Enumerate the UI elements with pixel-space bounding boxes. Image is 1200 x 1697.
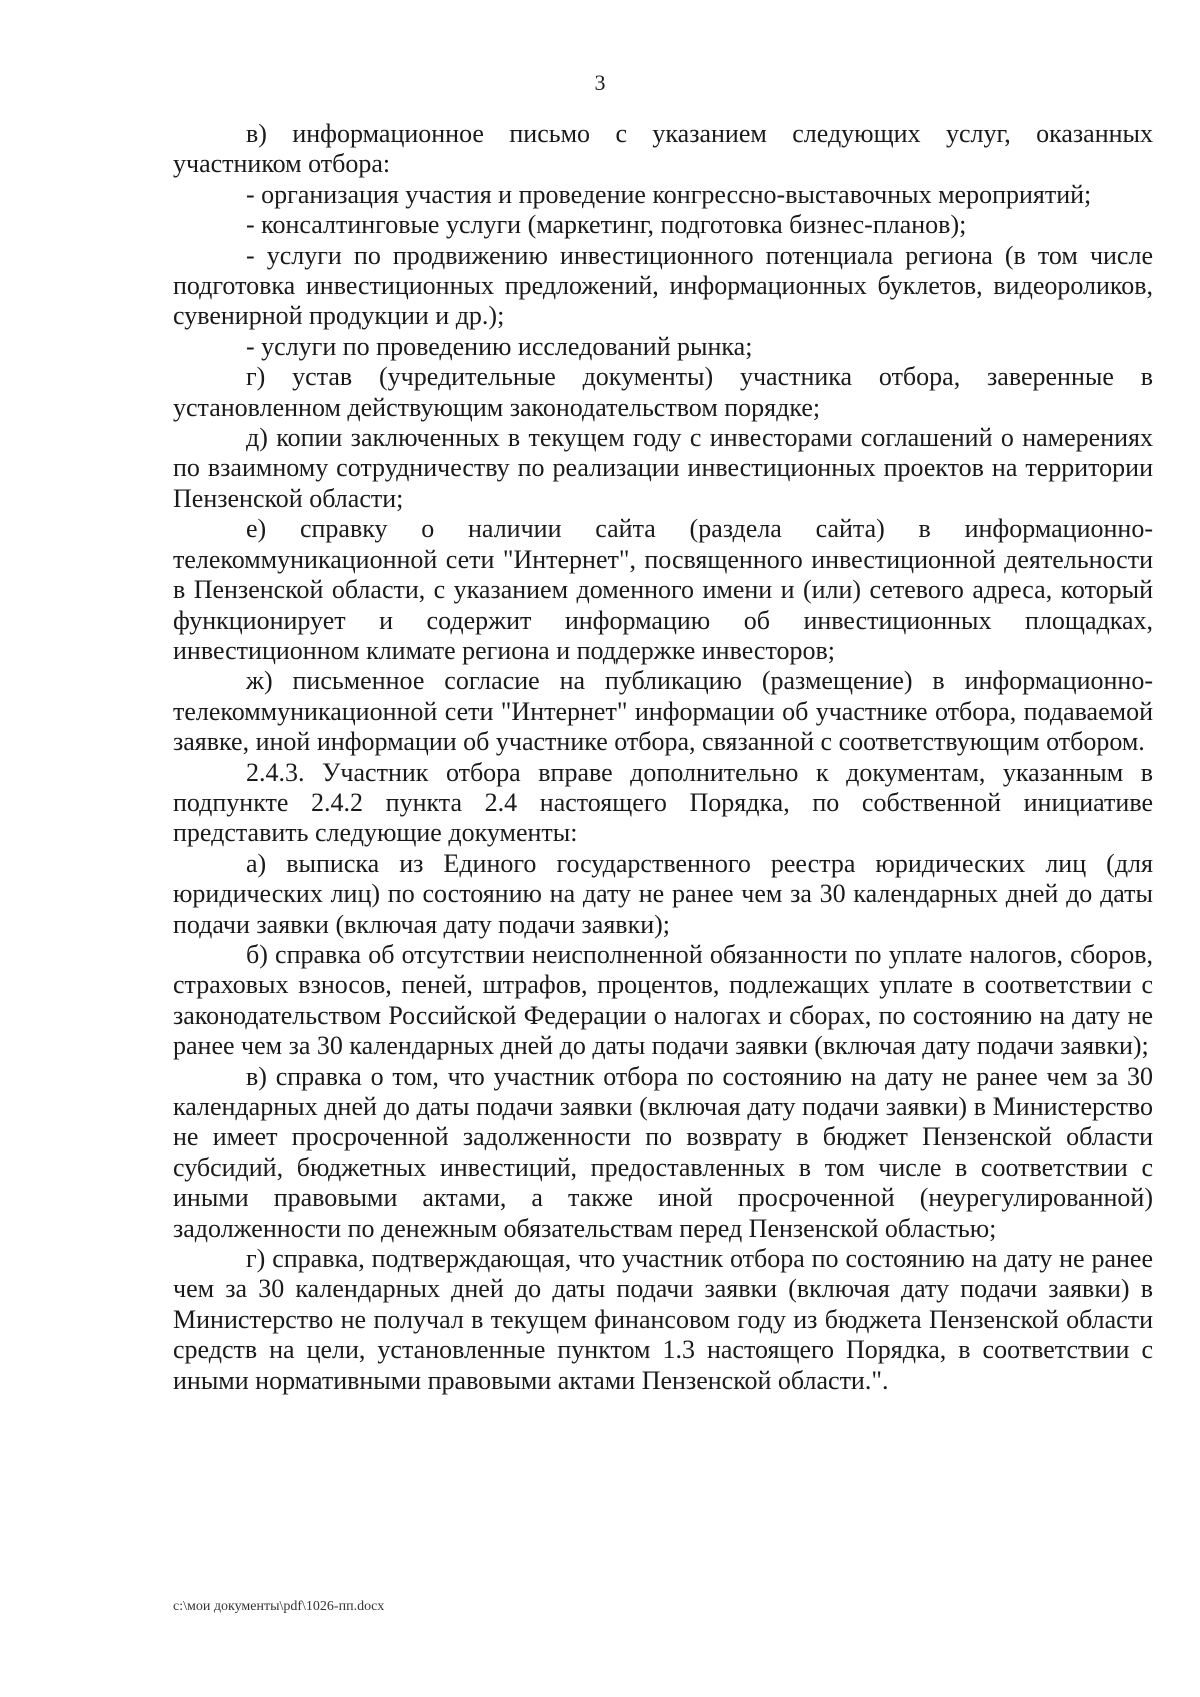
paragraph-b-tax-certificate: б) справка об отсутствии неисполненной обязанности по уплате налогов, сборов, страховых взносов, пеней, штрафов, процентов, подлежащих уплате в соответствии с законодательством Российской Федерации о налогах и сборах, по состоянию на дату не ранее чем за 30 календарных дней до даты подачи заявки (включая дату подачи заявки); [173,939,1153,1061]
paragraph-e-website: е) справку о наличии сайта (раздела сайта) в информационно-телекоммуникационной сети "Интернет", посвященного инвестиционной деятельности в Пензенской области, с указанием доменного имени и (или) сетевого адреса, который функционирует и содержит информацию об инвестиционных площадках, инвестиционном климате региона и поддержке инвесторов; [173,514,1153,665]
paragraph-market-research: - услуги по проведению исследований рынка; [246,331,753,361]
paragraph-g-funding-certificate: г) справка, подтверждающая, что участник отбора по состоянию на дату не ранее чем за 30 календарных дней до даты подачи заявки (включая дату подачи заявки) в Министерство не получал в текущем финансовом году из бюджета Пензенской области средств на цели, установленные пунктом 1.3 настоящего Порядка, в соответствии с иными нормативными правовыми актами Пензенской области.". [173,1244,1153,1395]
paragraph-zh-consent: ж) письменное согласие на публикацию (размещение) в информационно-телекоммуникационной сети "Интернет" информации об участнике отбора, подаваемой заявке, иной информации об участнике отбора, связанной с соответствующим отбором. [173,666,1153,757]
paragraph-a-extract: а) выписка из Единого государственного реестра юридических лиц (для юридических лиц) по состоянию на дату не ранее чем за 30 календарных дней до даты подачи заявки (включая дату подачи заявки); [173,848,1153,939]
paragraph-congress-exhibition: - организация участия и проведение конгрессно-выставочных мероприятий; [246,179,1092,209]
paragraph-v-info-letter: в) информационное письмо с указанием следующих услуг, оказанных участником отбора: [173,119,1153,179]
paragraph-v-debt-certificate: в) справка о том, что участник отбора по состоянию на дату не ранее чем за 30 календарных дней до даты подачи заявки (включая дату подачи заявки) в Министерство не имеет просроченной задолженности по возврату в бюджет Пензенской области субсидий, бюджетных инвестиций, предоставленных в том числе в соответствии с иными правовыми актами, а также иной просроченной (неурегулированной) задолженности по денежным обязательствам перед Пензенской областью; [173,1061,1153,1243]
paragraph-investment-promotion: - услуги по продвижению инвестиционного потенциала региона (в том числе подготовка инвестиционных предложений, информационных буклетов, видеороликов, сувенирной продукции и др.); [173,240,1153,331]
file-path-footer: c:\мои документы\pdf\1026-пп.docx [173,1599,385,1614]
paragraph-consulting: - консалтинговые услуги (маркетинг, подготовка бизнес-планов); [246,210,967,240]
paragraph-d-agreements: д) копии заключенных в текущем году с инвесторами соглашений о намерениях по взаимному сотрудничеству по реализации инвестиционных проектов на территории Пензенской области; [173,423,1153,513]
page-number: 3 [594,70,606,95]
paragraph-2-4-3: 2.4.3. Участник отбора вправе дополнительно к документам, указанным в подпункте 2.4.2 пункта 2.4 настоящего Порядка, по собственной инициативе представить следующие документы: [173,757,1153,848]
document-body [173,119,1153,1396]
paragraph-g-charter: г) устав (учредительные документы) участника отбора, заверенные в установленном действующим законодательством порядке; [173,362,1153,422]
